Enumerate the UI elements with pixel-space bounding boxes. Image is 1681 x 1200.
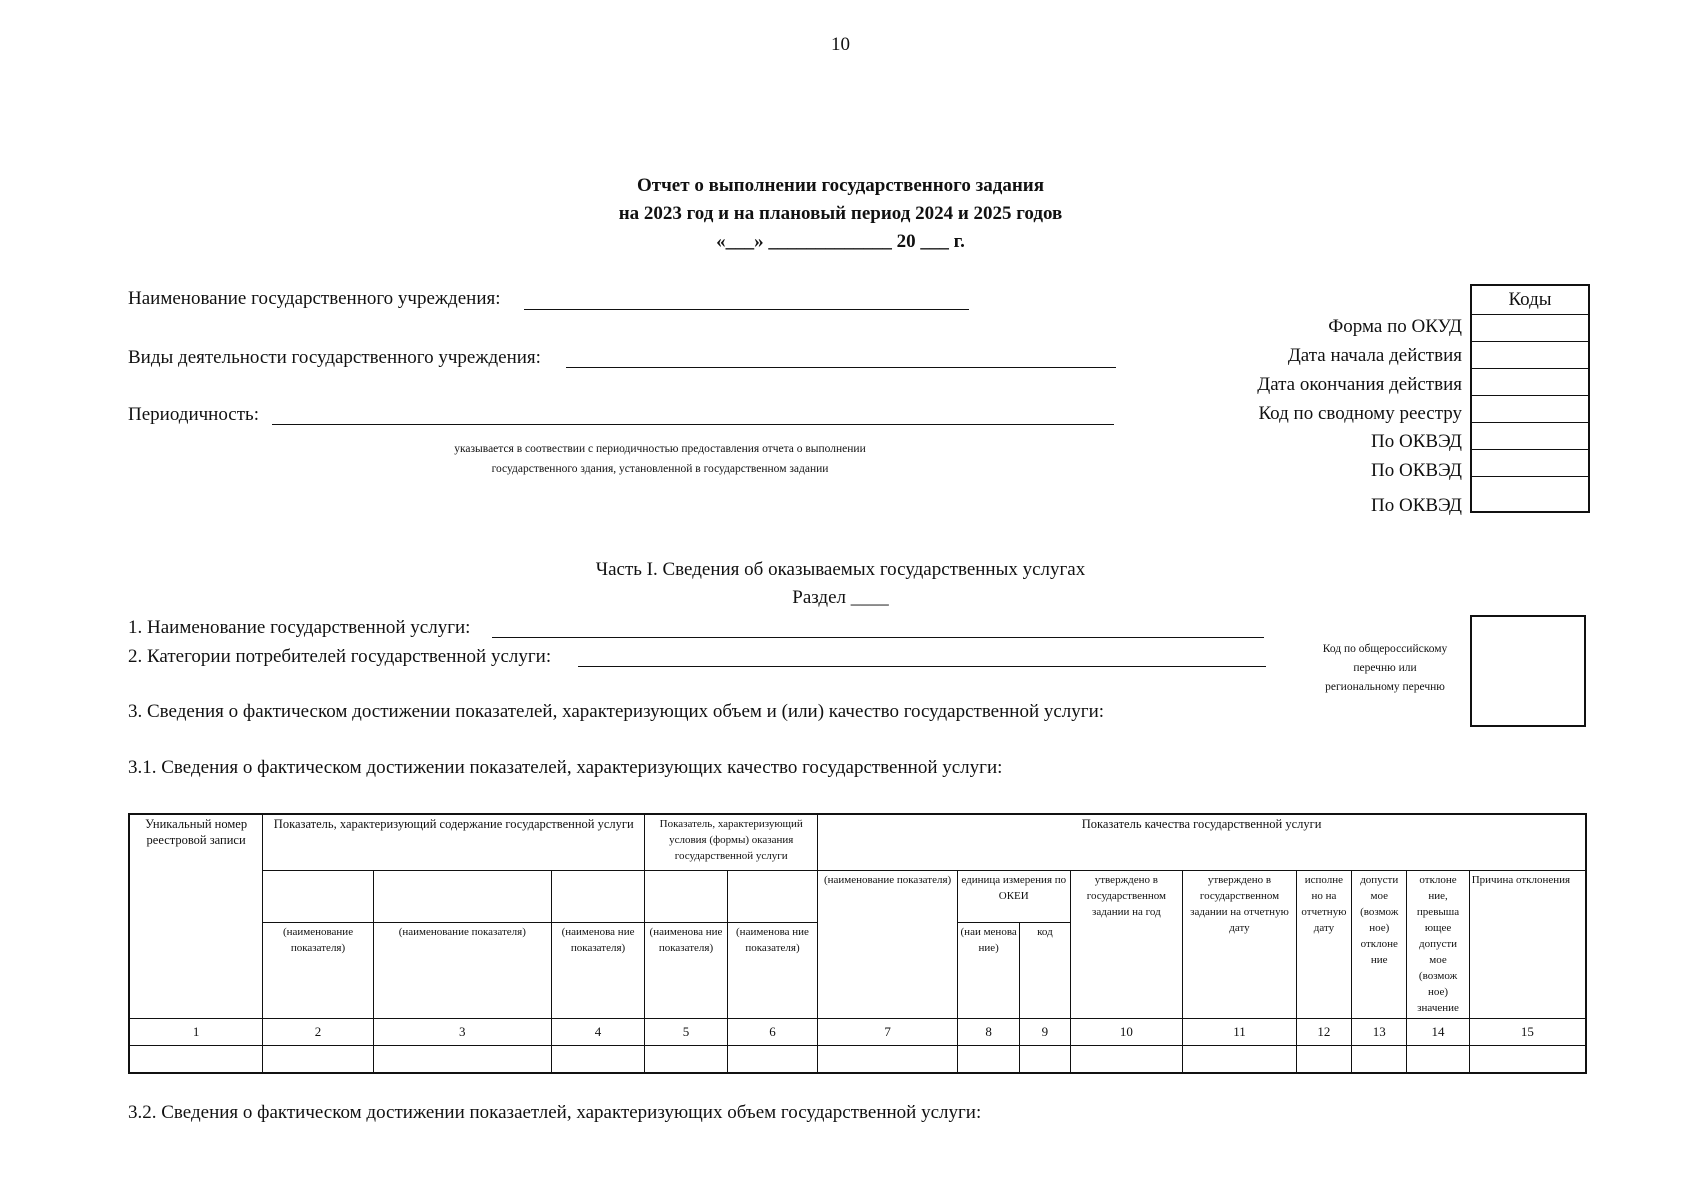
code-label-start-date: Дата начала действия bbox=[1287, 345, 1462, 366]
service-name-line bbox=[492, 637, 1264, 638]
code-label-end-date: Дата окончания действия bbox=[1257, 374, 1462, 395]
column-number: 3 bbox=[373, 1018, 551, 1045]
header-col-3-name: (наименование показателя) bbox=[373, 922, 551, 1018]
header-col-4-name: (наименова ние показателя) bbox=[551, 922, 645, 1018]
header-deviation-reason: Причина отклонения bbox=[1469, 870, 1586, 1018]
column-number-row bbox=[129, 1018, 1586, 1045]
column-number: 4 bbox=[551, 1018, 645, 1045]
code-cell-okved-3 bbox=[1472, 476, 1588, 511]
column-number: 13 bbox=[1352, 1018, 1407, 1045]
codes-box bbox=[1470, 284, 1590, 513]
service-name-label: 1. Наименование государственной услуги: bbox=[128, 617, 471, 638]
column-number: 1 bbox=[129, 1018, 263, 1045]
header-approved-year: утверждено в государственном задании на год bbox=[1070, 870, 1183, 1018]
table-row bbox=[129, 1045, 1586, 1073]
registry-code-label-line1: Код по общероссийскому bbox=[1322, 643, 1448, 655]
header-unit-okei: единица измерения по ОКЕИ bbox=[957, 870, 1070, 922]
header-quality-indicator: Показатель качества государственной услуги bbox=[818, 814, 1586, 870]
table-header-row-1 bbox=[129, 814, 1586, 870]
activity-types-line bbox=[566, 367, 1116, 368]
registry-code-box bbox=[1470, 615, 1586, 727]
consumer-categories-line bbox=[578, 666, 1266, 667]
column-number: 7 bbox=[818, 1018, 958, 1045]
quality-indicators-table bbox=[128, 813, 1587, 1074]
header-content-indicator: Показатель, характеризующий содержание государственной услуги bbox=[263, 814, 645, 870]
code-label-okved-3: По ОКВЭД bbox=[1371, 495, 1462, 516]
header-approved-date: утверждено в государственном задании на отчетную дату bbox=[1183, 870, 1297, 1018]
header-col-2-name: (наименование показателя) bbox=[263, 922, 374, 1018]
item-3-2-heading: 3.2. Сведения о фактическом достижении показаетлей, характеризующих объем государственной услуги: bbox=[128, 1102, 982, 1123]
column-number: 5 bbox=[645, 1018, 727, 1045]
blank-cell-2 bbox=[263, 870, 374, 922]
code-cell-okved-1 bbox=[1472, 422, 1588, 449]
item-3-heading: 3. Сведения о фактическом достижении показателей, характеризующих объем и (или) качество государственной услуги: bbox=[128, 701, 1105, 722]
header-executed: исполне но на отчетную дату bbox=[1296, 870, 1351, 1018]
table-header-row-2 bbox=[129, 870, 1586, 922]
code-cell-start-date bbox=[1472, 341, 1588, 368]
code-cell-registry bbox=[1472, 395, 1588, 422]
header-unique-number: Уникальный номер реестровой записи bbox=[129, 814, 263, 1018]
blank-cell-6 bbox=[727, 870, 817, 922]
activity-types-label: Виды деятельности государственного учреждения: bbox=[128, 347, 541, 368]
registry-code-label-line3: региональному перечню bbox=[1325, 681, 1445, 693]
code-label-registry: Код по сводному реестру bbox=[1258, 403, 1462, 424]
header-conditions-indicator: Показатель, характеризующий условия (формы) оказания государственной услуги bbox=[645, 814, 818, 870]
code-cell-okud bbox=[1472, 314, 1588, 341]
code-label-okud: Форма по ОКУД bbox=[1328, 316, 1462, 337]
periodicity-line bbox=[272, 424, 1114, 425]
report-date-line: «___» _____________ 20 ___ г. bbox=[716, 231, 965, 252]
institution-name-line bbox=[524, 309, 969, 310]
blank-cell-3 bbox=[373, 870, 551, 922]
blank-cell-4 bbox=[551, 870, 645, 922]
column-number: 12 bbox=[1296, 1018, 1351, 1045]
column-number: 2 bbox=[263, 1018, 374, 1045]
institution-name-label: Наименование государственного учреждения: bbox=[128, 288, 501, 309]
code-cell-okved-2 bbox=[1472, 449, 1588, 476]
column-number: 15 bbox=[1469, 1018, 1586, 1045]
header-allowed-deviation: допусти мое (возмож ное) отклоне ние bbox=[1352, 870, 1407, 1018]
code-cell-end-date bbox=[1472, 368, 1588, 395]
section-label: Раздел ____ bbox=[792, 587, 889, 608]
report-title-line1: Отчет о выполнении государственного задания bbox=[636, 175, 1044, 196]
header-col-6-name: (наименова ние показателя) bbox=[727, 922, 817, 1018]
codes-header: Коды bbox=[1508, 289, 1552, 310]
column-number: 11 bbox=[1183, 1018, 1297, 1045]
part-title: Часть I. Сведения об оказываемых государственных услугах bbox=[595, 559, 1086, 580]
periodicity-note-line2: государственного здания, установленной в государственном задании bbox=[491, 463, 829, 475]
registry-code-label-line2: перечню или bbox=[1353, 662, 1417, 674]
header-unit-code: код bbox=[1020, 922, 1070, 1018]
header-col-5-name: (наименова ние показателя) bbox=[645, 922, 727, 1018]
report-title-line2: на 2023 год и на плановый период 2024 и 2025 годов bbox=[618, 203, 1063, 224]
code-label-okved-1: По ОКВЭД bbox=[1371, 431, 1462, 452]
periodicity-note-line1: указывается в соотвествии с периодичностью предоставления отчета о выполнении bbox=[454, 443, 866, 455]
header-unit-name: (наи менова ние) bbox=[957, 922, 1019, 1018]
column-number: 8 bbox=[957, 1018, 1019, 1045]
code-label-okved-2: По ОКВЭД bbox=[1371, 460, 1462, 481]
header-indicator-name: (наименование показателя) bbox=[818, 870, 958, 1018]
column-number: 14 bbox=[1407, 1018, 1469, 1045]
column-number: 9 bbox=[1020, 1018, 1070, 1045]
column-number: 10 bbox=[1070, 1018, 1183, 1045]
item-3-1-heading: 3.1. Сведения о фактическом достижении показателей, характеризующих качество государственной услуги: bbox=[128, 757, 1003, 778]
header-excess-deviation: отклоне ние, превыша ющее допусти мое (возмож ное) значение bbox=[1407, 870, 1469, 1018]
page-number: 10 bbox=[831, 34, 850, 55]
column-number: 6 bbox=[727, 1018, 817, 1045]
periodicity-label: Периодичность: bbox=[128, 404, 259, 425]
consumer-categories-label: 2. Категории потребителей государственной услуги: bbox=[128, 646, 552, 667]
blank-cell-5 bbox=[645, 870, 727, 922]
